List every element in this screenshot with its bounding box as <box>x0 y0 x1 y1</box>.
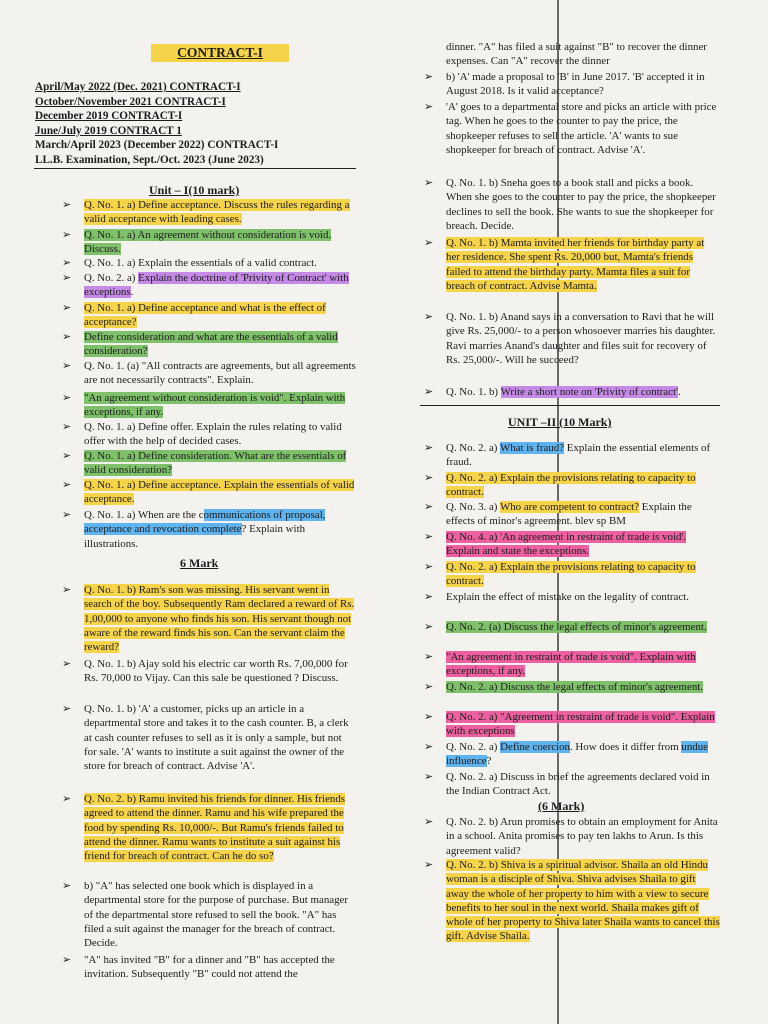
question-text: Explain the effects of minor's agreement. blev sp BM <box>446 501 692 528</box>
arrow-bullet-icon: ➢ <box>424 442 434 454</box>
arrow-bullet-icon: ➢ <box>424 101 434 113</box>
arrow-bullet-icon: ➢ <box>62 584 72 596</box>
question-item <box>424 815 720 858</box>
question-item <box>424 236 720 293</box>
question-item <box>62 702 356 773</box>
question-highlight: What is fraud? <box>499 442 565 454</box>
question-item <box>424 176 720 233</box>
question-text: Q. No. 1. b) Sneha goes to a book stall and picks a book. When she goes to the counter to pay the price, the shopkeeper declines to sell the book. She wants to sue the shopkeeper for breach. Decide. <box>446 177 716 232</box>
question-highlight: Who are competent to contract? <box>499 501 640 513</box>
question-highlight: Explain the doctrine of 'Privity of Contract' with exceptions <box>84 272 349 299</box>
arrow-bullet-icon: ➢ <box>424 681 434 693</box>
exam-list <box>35 80 278 168</box>
exam-line: December 2019 CONTRACT-I <box>35 110 183 123</box>
question-text: Define consideration and what are the essentials of a valid consideration? <box>84 331 338 358</box>
arrow-bullet-icon: ➢ <box>424 472 434 484</box>
question-text: Q. No. 2. b) Ramu invited his friends for dinner. His friends agreed to attend the dinner. Ramu and his wife prepared the food by spending Rs. 10,000/-. But Ramu's friends failed to attend the dinner. Ramu wants to institute a suit against his friend for breach of contract. Can he do so? <box>84 793 346 863</box>
question-item <box>62 657 356 686</box>
question-item <box>424 710 720 739</box>
arrow-bullet-icon: ➢ <box>62 479 72 491</box>
arrow-bullet-icon: ➢ <box>62 392 72 404</box>
question-text: Q. No. 2. a) Discuss the legal effects of minor's agreement. <box>446 681 704 693</box>
arrow-bullet-icon: ➢ <box>62 229 72 241</box>
arrow-bullet-icon: ➢ <box>62 954 72 966</box>
question-text: Q. No. 1. b) Ajay sold his electric car worth Rs. 7,00,000 for Rs. 70,000 to Vijay. Can this sale be questioned ? Discuss. <box>84 658 348 685</box>
arrow-bullet-icon: ➢ <box>424 711 434 723</box>
unit1-heading: Unit – I(10 mark) <box>149 183 240 197</box>
question-text: Q. No. 2. (a) Discuss the legal effects of minor's agreement. <box>446 621 707 633</box>
question-item <box>62 792 356 863</box>
question-item <box>62 256 356 270</box>
question-item <box>62 228 356 257</box>
question-item <box>424 310 720 367</box>
question-text: Explain the essential elements of fraud. <box>446 442 711 469</box>
exam-line: LL.B. Examination, Sept./Oct. 2023 (June 2023) <box>35 153 264 166</box>
question-text: Q. No. 2. a) <box>84 272 139 284</box>
arrow-bullet-icon: ➢ <box>424 501 434 513</box>
question-text: "An agreement in restraint of trade is void". Explain with exceptions, if any. <box>446 651 696 678</box>
question-item <box>62 198 356 227</box>
arrow-bullet-icon: ➢ <box>62 793 72 805</box>
question-text: Q. No. 1. (a) "All contracts are agreements, but all agreements are not necessarily contracts". Explain. <box>84 360 356 387</box>
arrow-bullet-icon: ➢ <box>62 331 72 343</box>
question-text: Q. No. 1. b) <box>446 386 501 398</box>
arrow-bullet-icon: ➢ <box>424 859 434 871</box>
question-item <box>62 508 356 551</box>
question-item <box>62 953 356 982</box>
question-item <box>424 740 720 769</box>
question-text: b) 'A' made a proposal to 'B' in June 2017. 'B' accepted it in August 2018. Is it valid acceptance? <box>446 71 705 98</box>
question-item <box>62 449 356 478</box>
arrow-bullet-icon: ➢ <box>424 771 434 783</box>
question-item <box>424 70 720 99</box>
unit-divider-rule <box>420 405 720 406</box>
arrow-bullet-icon: ➢ <box>424 177 434 189</box>
question-text: Q. No. 1. a) An agreement without consideration is void. Discuss. <box>84 229 332 256</box>
question-item <box>62 271 356 300</box>
arrow-bullet-icon: ➢ <box>62 272 72 284</box>
question-text: Q. No. 1. a) Define offer. Explain the rules relating to valid offer with the help of decided cases. <box>84 421 342 448</box>
arrow-bullet-icon: ➢ <box>424 237 434 249</box>
arrow-bullet-icon: ➢ <box>424 651 434 663</box>
question-text: Q. No. 1. a) Define acceptance and what is the effect of acceptance? <box>84 302 326 329</box>
question-item <box>424 680 720 694</box>
question-text: Q. No. 2. b) Shiva is a spiritual advisor. Shaila an old Hindu woman is a disciple of Shiva. Shiva advises Shaila to gift away the whole of her property to him with a view to secure benefits to her soul in the next world. Shaila makes gift of whole of her property to Shiva later Shaila wants to cancel this gift. Advise Shaila. <box>446 859 720 943</box>
question-text: Q. No. 1. b) 'A' a customer, picks up an article in a departmental store and takes it to the cash counter. B, a clerk at cash counter refuses to sell as it is only a sample, but not for sale. 'A' wants to institute a suit against the owner of the store for breach of contract. Advise 'A'. <box>84 703 349 773</box>
question-text: Q. No. 2. a) Explain the provisions relating to capacity to contract. <box>446 472 696 499</box>
question-text: Q. No. 2. a) "Agreement in restraint of trade is void". Explain with exceptions <box>446 711 715 738</box>
question-text: "An agreement without consideration is void". Explain with exceptions, if any. <box>84 392 346 419</box>
question-text: . <box>130 286 134 299</box>
question-text: . How does it differ from <box>569 741 682 753</box>
arrow-bullet-icon: ➢ <box>424 311 434 323</box>
arrow-bullet-icon: ➢ <box>424 386 434 398</box>
arrow-bullet-icon: ➢ <box>424 71 434 83</box>
exam-line: June/July 2019 CONTRACT 1 <box>35 124 182 137</box>
unit1-six-mark-heading: 6 Mark <box>180 556 219 570</box>
question-item <box>424 471 720 500</box>
arrow-bullet-icon: ➢ <box>62 880 72 892</box>
arrow-bullet-icon: ➢ <box>62 302 72 314</box>
question-item <box>62 391 356 420</box>
unit2-heading: UNIT –II (10 Mark) <box>508 415 612 429</box>
question-text: Q. No. 1. a) When are the c <box>84 509 204 521</box>
question-item <box>424 590 720 604</box>
question-item <box>424 500 720 529</box>
arrow-bullet-icon: ➢ <box>62 509 72 521</box>
arrow-bullet-icon: ➢ <box>424 741 434 753</box>
question-text: Q. No. 2. a) Discuss in brief the agreements declared void in the Indian Contract Act. <box>446 771 710 798</box>
arrow-bullet-icon: ➢ <box>62 421 72 433</box>
question-item <box>424 858 720 944</box>
question-item <box>62 359 356 388</box>
document-title: CONTRACT-I <box>151 44 289 62</box>
arrow-bullet-icon: ➢ <box>424 591 434 603</box>
question-item <box>62 301 356 330</box>
question-text: 'A' goes to a departmental store and picks an article with price tag. When he goes to the counter to pay the price, the shopkeeper refuses to sell the article. 'A' wants to sue shopkeeper for breach of contract. Advise 'A'. <box>446 101 717 156</box>
question-text: "A" has invited "B" for a dinner and "B" has accepted the invitation. Subsequently "B" could not attend the <box>84 954 335 981</box>
question-text: Q. No. 2. a) <box>446 442 500 454</box>
exam-line: March/April 2023 (December 2022) CONTRACT-I <box>35 139 279 152</box>
arrow-bullet-icon: ➢ <box>62 658 72 670</box>
question-item <box>62 879 356 950</box>
question-item <box>62 478 356 507</box>
question-text: b) "A" has selected one book which is displayed in a departmental store for the purpose of purchase. But manager of the departmental store refused to sell the book. "A" has filed a suit against the manager for the breach of contract. Decide. <box>84 880 349 950</box>
question-text: . <box>677 386 681 398</box>
arrow-bullet-icon: ➢ <box>62 257 72 269</box>
question-highlight: ommunications of proposal, acceptance and revocation complete <box>84 509 326 536</box>
question-item <box>424 385 720 399</box>
arrow-bullet-icon: ➢ <box>424 621 434 633</box>
question-text: ? Explain with illustrations. <box>84 523 306 550</box>
question-item <box>424 650 720 679</box>
question-item <box>62 583 356 654</box>
question-text: Q. No. 1. a) Explain the essentials of a valid contract. <box>84 257 317 269</box>
question-item <box>424 100 720 157</box>
question-text: Q. No. 4. a) 'An agreement in restraint of trade is void'. Explain and state the exceptions. <box>446 531 687 558</box>
question-text: Q. No. 2. a) <box>446 741 501 753</box>
arrow-bullet-icon: ➢ <box>62 450 72 462</box>
question-text: Q. No. 1. a) Define acceptance. Explain the essentials of valid acceptance. <box>84 479 355 506</box>
question-text: dinner. "A" has filed a suit against "B" to recover the dinner expenses. Can "A" recover the dinner <box>446 41 707 68</box>
question-text: Explain the effect of mistake on the legality of contract. <box>446 591 689 603</box>
question-item <box>424 770 720 799</box>
arrow-bullet-icon: ➢ <box>424 531 434 543</box>
question-item <box>446 40 720 69</box>
question-item <box>62 420 356 449</box>
question-text: Q. No. 1. a) Define acceptance. Discuss the rules regarding a valid acceptance with leading cases. <box>84 199 350 226</box>
question-text: Q. No. 1. b) Ram's son was missing. His servant went in search of the boy. Subsequently Ram declared a reward of Rs. 1,00,000 to anyone who finds his son. His servant though not aware of the reward finds his son. Can the servant claim the reward? <box>84 584 355 654</box>
exam-line: April/May 2022 (Dec. 2021) CONTRACT-I <box>35 81 241 93</box>
question-text: Q. No. 1. a) Define consideration. What are the essentials of valid consideration? <box>84 450 347 477</box>
question-item <box>424 530 720 559</box>
question-highlight: undue influence <box>446 741 709 768</box>
question-text: Q. No. 2. b) Arun promises to obtain an employment for Anita in a school. Anita promises to pay ten lakhs to Arun. Is this agreement valid? <box>446 816 718 857</box>
question-highlight: Write a short note on 'Privity of contract' <box>500 386 678 398</box>
unit2-six-mark-heading: (6 Mark) <box>538 799 585 813</box>
arrow-bullet-icon: ➢ <box>424 561 434 573</box>
arrow-bullet-icon: ➢ <box>62 199 72 211</box>
question-item <box>424 441 720 470</box>
question-text: Q. No. 1. b) Anand says in a conversation to Ravi that he will give Rs. 25,000/- to a person whosoever marries his daughter. Ravi marries Anand's daughter and files suit for recovery of Rs. 25,000/-. Will he succeed? <box>446 311 716 366</box>
arrow-bullet-icon: ➢ <box>424 816 434 828</box>
question-highlight: Define coercion <box>500 741 570 753</box>
arrow-bullet-icon: ➢ <box>62 360 72 372</box>
question-item <box>62 330 356 359</box>
question-text: Q. No. 1. b) Mamta invited her friends for birthday party at her residence. She spent Rs. 20,000 but, Mamta's friends failed to attend the birthday party. Mamta files a suit for breach of contract. Advise Mamta. <box>446 237 705 292</box>
question-item <box>424 560 720 589</box>
question-text: Q. No. 2. a) Explain the provisions relating to capacity to contract. <box>446 561 696 588</box>
question-text: ? <box>486 755 492 768</box>
exam-line: October/November 2021 CONTRACT-I <box>35 95 226 108</box>
arrow-bullet-icon: ➢ <box>62 703 72 715</box>
question-item <box>424 620 720 634</box>
header-rule <box>34 168 356 169</box>
question-text: Q. No. 3. a) <box>446 501 500 513</box>
